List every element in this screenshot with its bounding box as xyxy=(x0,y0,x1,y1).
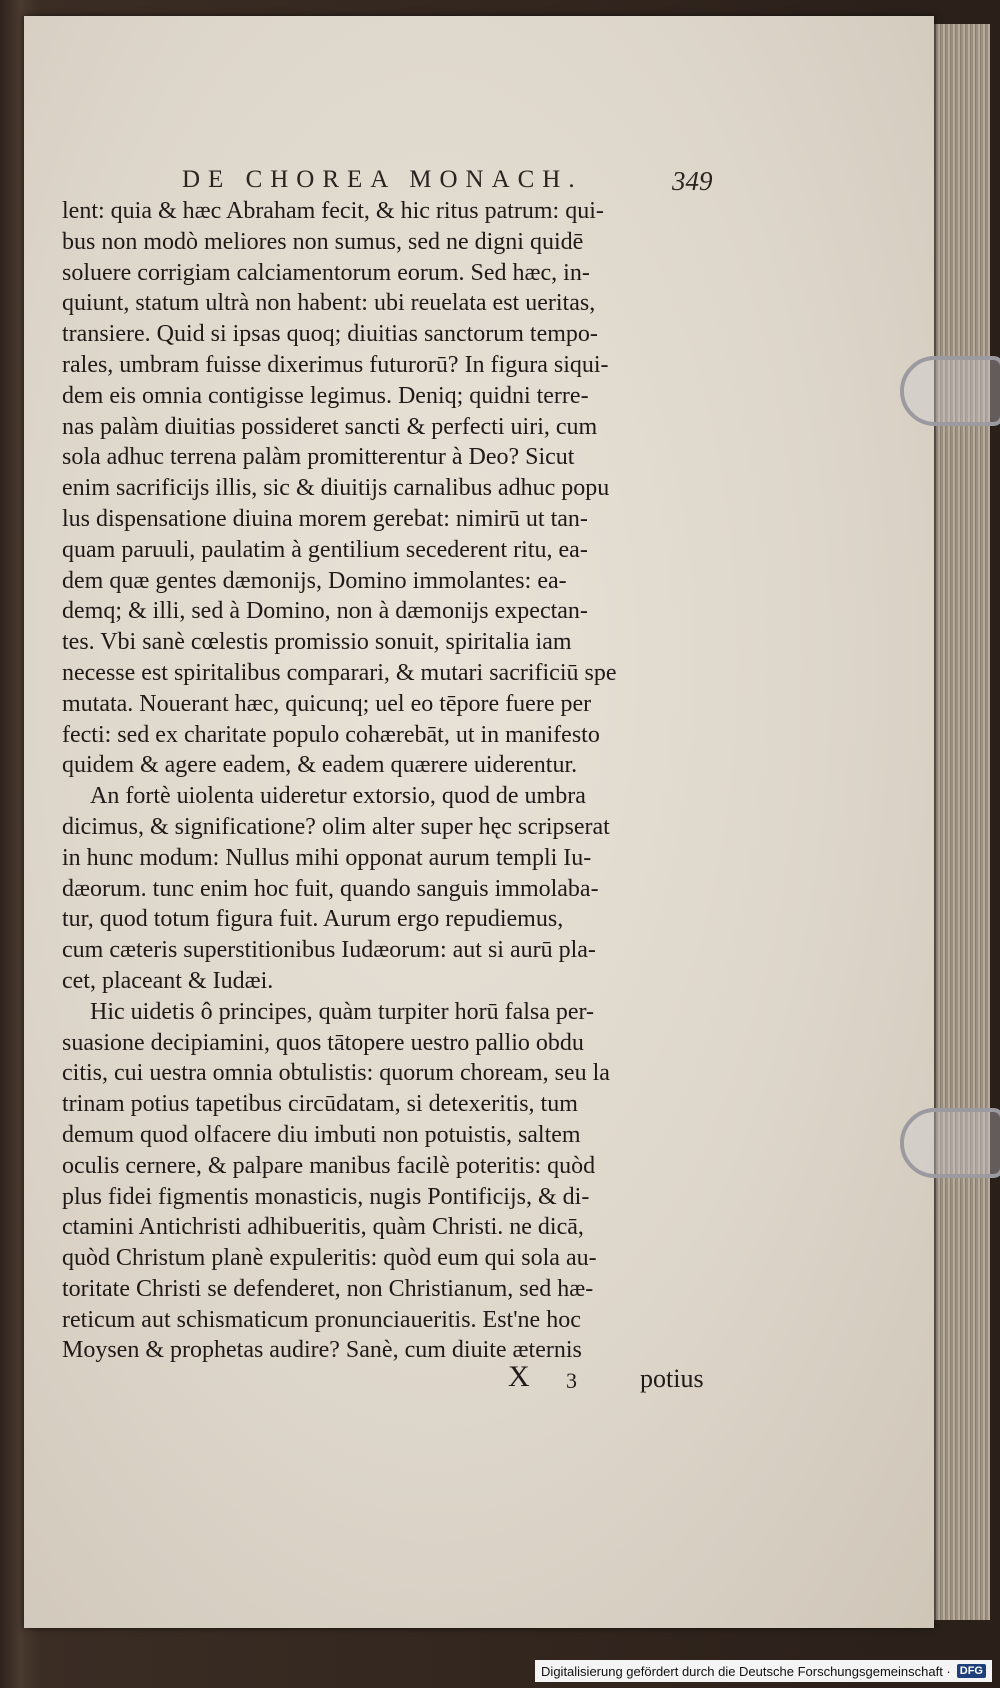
text-line: soluere corrigiam calciamentorum eorum. Sed hæc, in- xyxy=(62,259,590,286)
text-line: transiere. Quid si ipsas quoq; diuitias sanctorum tempo- xyxy=(62,321,598,348)
text-line: dicimus, & significatione? olim alter super hęc scripserat xyxy=(62,813,610,840)
text-line: Hic uidetis ô principes, quàm turpiter horū falsa per- xyxy=(90,998,595,1025)
text-line: trinam potius tapetibus circūdatam, si detexeritis, tum xyxy=(62,1091,578,1118)
text-line: citis, cui uestra omnia obtulistis: quorum choream, seu la xyxy=(62,1060,610,1087)
text-line: enim sacrificijs illis, sic & diuitijs carnalibus adhuc popu xyxy=(62,475,610,502)
dfg-logo: DFG xyxy=(957,1664,986,1678)
text-line: cum cæteris superstitionibus Iudæorum: aut si aurū pla- xyxy=(62,937,596,964)
text-line: dæorum. tunc enim hoc fuit, quando sanguis immolaba- xyxy=(62,875,599,902)
text-line: An fortè uiolenta uideretur extorsio, quod de umbra xyxy=(90,783,586,810)
text-line: demum quod olfacere diu imbuti non potuistis, saltem xyxy=(62,1121,581,1148)
text-line: quam paruuli, paulatim à gentilium secederent ritu, ea- xyxy=(62,536,588,563)
page-clip-upper xyxy=(900,356,1000,426)
credit-text: Digitalisierung gefördert durch die Deutsche Forschungsgemeinschaft · xyxy=(541,1663,951,1679)
text-line: dem quæ gentes dæmonijs, Domino immolantes: ea- xyxy=(62,567,567,594)
text-line: tur, quod totum figura fuit. Aurum ergo repudiemus, xyxy=(62,906,564,933)
text-line: tes. Vbi sanè cœlestis promissio sonuit, spiritalia iam xyxy=(62,629,572,656)
text-line: lent: quia & hæc Abraham fecit, & hic ritus patrum: qui- xyxy=(62,198,604,224)
text-line: oculis cernere, & palpare manibus facilè poteritis: quòd xyxy=(62,1152,596,1179)
page-fore-edge xyxy=(934,24,990,1620)
text-line: cet, placeant & Iudæi. xyxy=(62,967,274,994)
text-line: quòd Christum planè expuleritis: quòd eum qui sola au- xyxy=(62,1245,597,1272)
body-text xyxy=(62,196,722,1366)
text-line: dem eis omnia contigisse legimus. Deniq; quidni terre- xyxy=(62,382,589,409)
text-line: lus dispensatione diuina morem gerebat: nimirū ut tan- xyxy=(62,505,588,532)
running-title: DE CHOREA MONACH. xyxy=(182,166,583,193)
book-page xyxy=(24,16,934,1628)
text-line: reticum aut schismaticum pronunciaueritis. Est'ne hoc xyxy=(62,1306,581,1333)
page-clip-lower xyxy=(900,1108,1000,1178)
text-line: necesse est spiritalibus comparari, & mutari sacrificiū spe xyxy=(62,659,617,686)
signature-mark: X xyxy=(508,1360,530,1393)
text-line: fecti: sed ex charitate populo cohærebāt, ut in manifesto xyxy=(62,721,600,748)
catchword: potius xyxy=(640,1364,704,1393)
page-number: 349 xyxy=(672,166,713,196)
text-line: rales, umbram fuisse dixerimus futurorū? In figura siqui- xyxy=(62,351,609,378)
text-line: demq; & illi, sed à Domino, non à dæmonijs expectan- xyxy=(62,598,588,625)
digitization-credit xyxy=(535,1660,992,1682)
text-line: mutata. Nouerant hæc, quicunq; uel eo tēpore fuere per xyxy=(62,690,592,717)
text-line: ctamini Antichristi adhibueritis, quàm Christi. ne dicā, xyxy=(62,1214,584,1241)
text-line: quiunt, statum ultrà non habent: ubi reuelata est ueritas, xyxy=(62,290,596,317)
text-line: suasione decipiamini, quos tātopere uestro pallio obdu xyxy=(62,1029,584,1056)
text-line: bus non modò meliores non sumus, sed ne digni quidē xyxy=(62,228,584,255)
text-line: sola adhuc terrena palàm promitterentur à Deo? Sicut xyxy=(62,444,575,471)
text-line: plus fidei figmentis monasticis, nugis Pontificijs, & di- xyxy=(62,1183,590,1210)
text-line: quidem & agere eadem, & eadem quærere uiderentur. xyxy=(62,752,578,779)
signature-number: 3 xyxy=(566,1368,577,1393)
text-line: nas palàm diuitias possideret sancti & perfecti uiri, cum xyxy=(62,413,598,440)
text-line: in hunc modum: Nullus mihi opponat aurum templi Iu- xyxy=(62,844,592,871)
text-line: Moysen & prophetas audire? Sanè, cum diuite æternis xyxy=(62,1337,582,1364)
text-line: toritate Christi se defenderet, non Christianum, sed hæ- xyxy=(62,1275,594,1302)
